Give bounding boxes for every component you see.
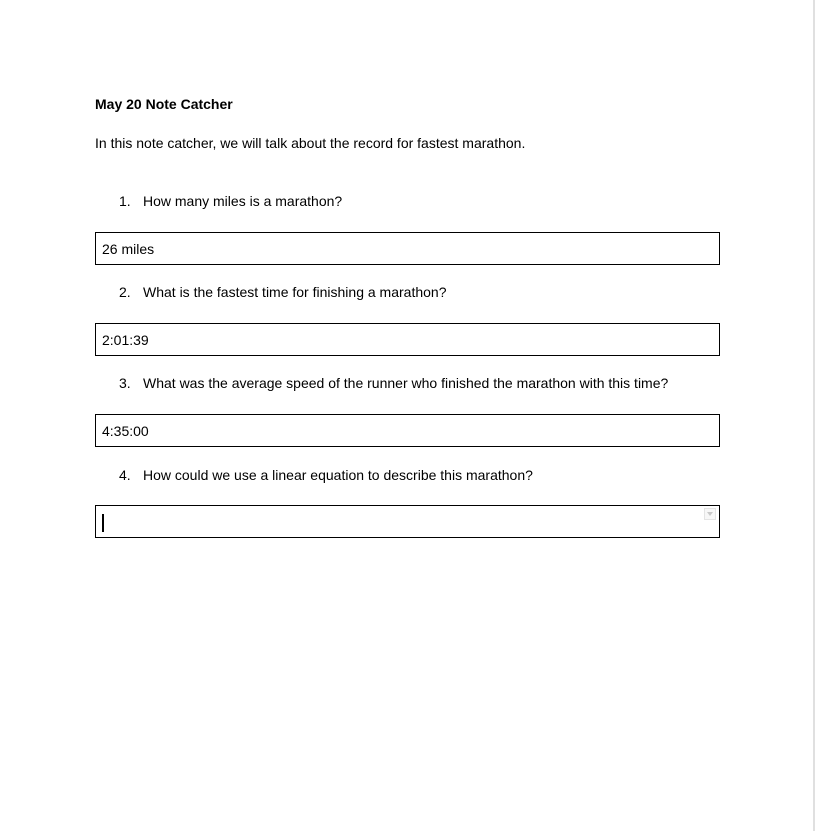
- dropdown-arrow-icon[interactable]: [704, 508, 716, 520]
- question-number: 1.: [119, 193, 131, 209]
- question-2: [119, 283, 446, 301]
- question-text: What was the average speed of the runner who finished the marathon with this time?: [143, 375, 669, 391]
- answer-text: 4:35:00: [102, 423, 149, 439]
- question-text: How many miles is a marathon?: [143, 193, 343, 209]
- question-number: 3.: [119, 375, 131, 391]
- answer-box-3[interactable]: [95, 414, 720, 447]
- question-4: [119, 466, 533, 484]
- question-3: [119, 374, 668, 392]
- answer-box-1[interactable]: [95, 232, 720, 265]
- answer-box-4[interactable]: [95, 505, 720, 538]
- question-1: [119, 192, 342, 210]
- document-title: May 20 Note Catcher: [95, 96, 233, 112]
- question-number: 2.: [119, 284, 131, 300]
- text-cursor: [102, 514, 104, 532]
- question-number: 4.: [119, 467, 131, 483]
- document-intro: In this note catcher, we will talk about the record for fastest marathon.: [95, 135, 526, 151]
- answer-text: 26 miles: [102, 241, 155, 257]
- question-text: What is the fastest time for finishing a marathon?: [143, 284, 447, 300]
- answer-box-2[interactable]: [95, 323, 720, 356]
- question-text: How could we use a linear equation to describe this marathon?: [143, 467, 533, 483]
- answer-text: 2:01:39: [102, 332, 149, 348]
